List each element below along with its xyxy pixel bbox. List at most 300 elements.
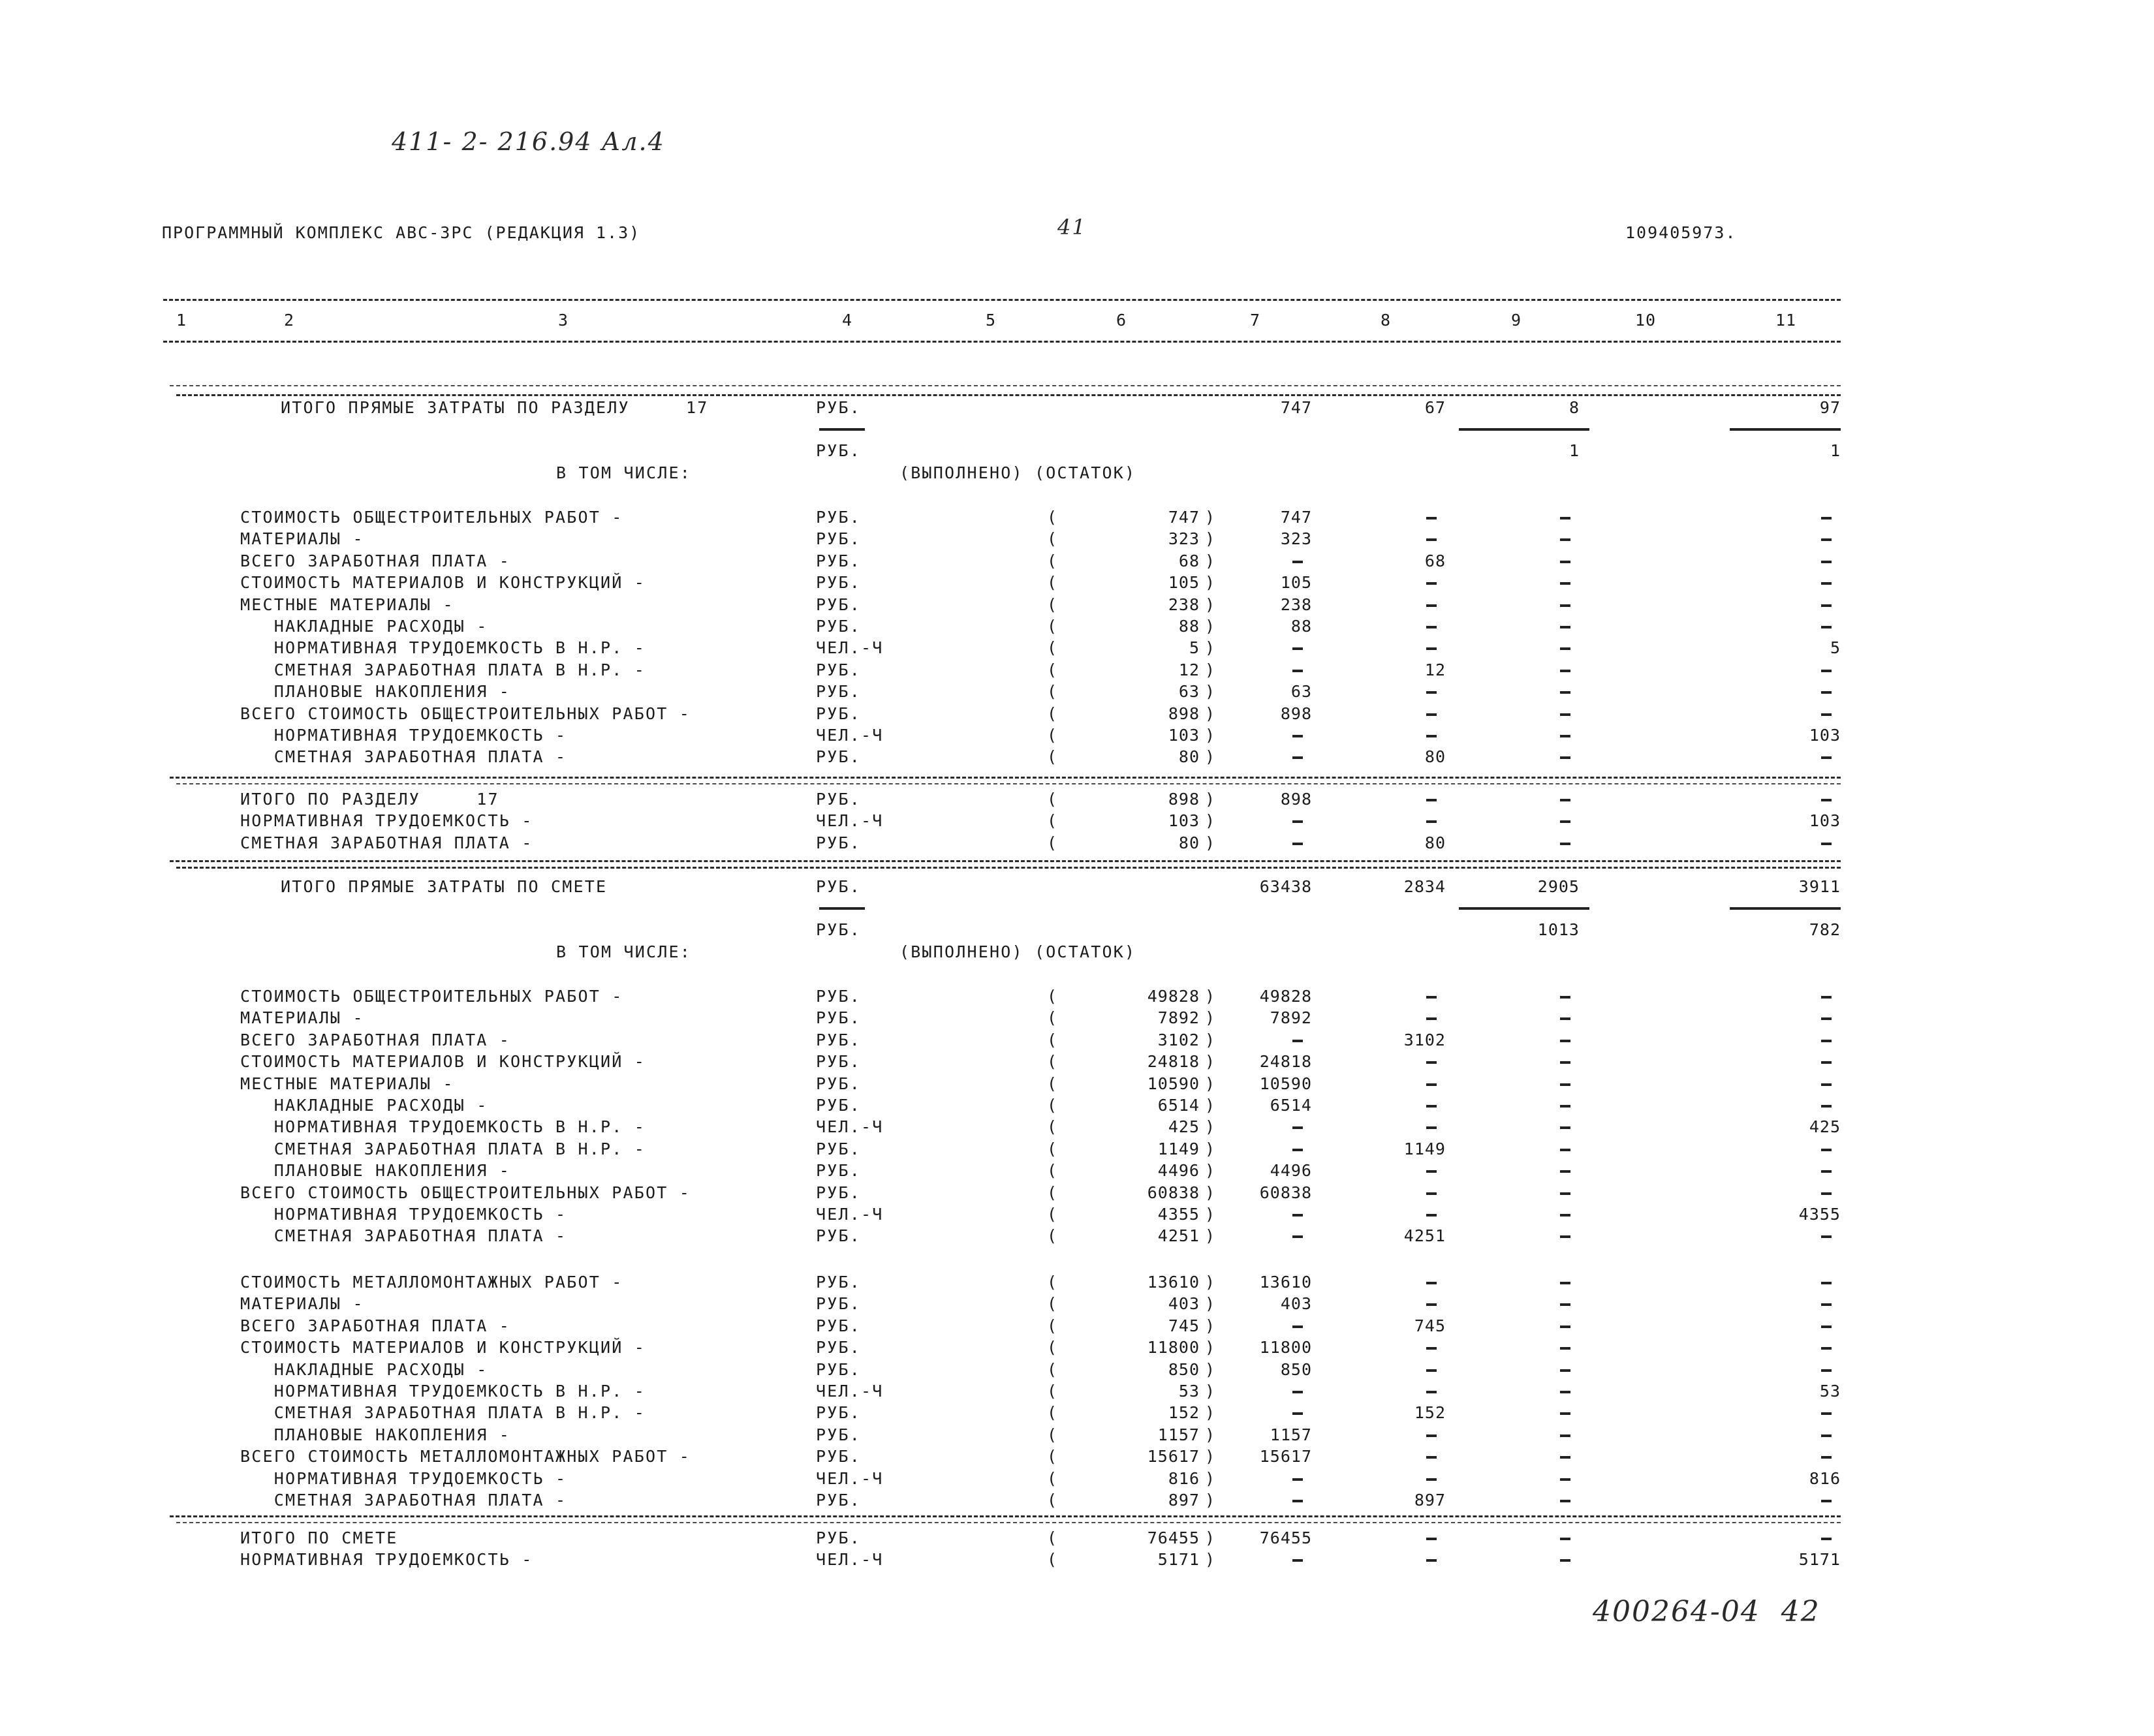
value-done: 5171 (1157, 1550, 1200, 1570)
value-col11: 5 (1830, 638, 1841, 658)
row-label: НОРМАТИВНАЯ ТРУДОЕМКОСТЬ - (240, 1205, 567, 1224)
dash-empty-mark (1821, 1040, 1832, 1042)
value-done: 816 (1168, 1468, 1200, 1488)
dash-empty-mark (1821, 1061, 1832, 1064)
dash-empty-mark (1560, 1303, 1570, 1306)
dash-empty-mark (1821, 582, 1832, 585)
value-done: 88 (1178, 617, 1200, 636)
value-col7: 11800 (1259, 1338, 1312, 1357)
value-done: 103 (1168, 726, 1200, 745)
paren-open: ( (1047, 1183, 1058, 1202)
paren-close: ) (1205, 551, 1216, 570)
underline-unit (819, 428, 865, 431)
paren-close: ) (1205, 660, 1216, 679)
dash-empty-mark (1821, 1105, 1832, 1108)
dash-empty-mark (1560, 1434, 1570, 1437)
column-number-4: 4 (842, 311, 853, 330)
value-done: 4496 (1157, 1161, 1200, 1181)
dash-empty-mark (1821, 626, 1832, 628)
value-done: 24818 (1147, 1052, 1200, 1072)
paren-open: ( (1047, 987, 1058, 1006)
dash-empty-mark (1560, 538, 1570, 541)
row-unit: РУБ. (816, 1273, 862, 1292)
total-col8: 67 (1424, 398, 1446, 417)
row-unit: РУБ. (816, 1074, 862, 1093)
paren-close: ) (1205, 1139, 1216, 1158)
value-done: 6514 (1157, 1096, 1200, 1115)
dash-empty-mark (1426, 1478, 1437, 1481)
value-col8: 3102 (1403, 1030, 1446, 1049)
row-label: ПЛАНОВЫЕ НАКОПЛЕНИЯ - (240, 1425, 511, 1444)
value-col7: 898 (1280, 704, 1312, 723)
dash-empty-mark (1560, 799, 1570, 801)
paren-close: ) (1205, 1117, 1216, 1137)
paren-open: ( (1047, 1468, 1058, 1488)
value-done: 747 (1168, 508, 1200, 527)
dash-empty-mark (1560, 1347, 1570, 1350)
paren-open: ( (1047, 811, 1058, 831)
dash-empty-mark (1560, 1235, 1570, 1238)
dash-empty-mark (1426, 996, 1437, 999)
paren-close: ) (1205, 790, 1216, 809)
dash-empty-mark (1821, 1282, 1832, 1284)
dash-empty-mark (1821, 1456, 1832, 1459)
row-unit: РУБ. (816, 1161, 862, 1181)
underline-col9 (1459, 907, 1589, 910)
value-done: 105 (1168, 573, 1200, 593)
smeta-rule-b (176, 867, 1841, 869)
dash-empty-mark (1821, 843, 1832, 845)
paren-open: ( (1047, 682, 1058, 702)
paren-open: ( (1047, 726, 1058, 745)
row-unit: РУБ. (816, 529, 862, 549)
value-done: 1157 (1157, 1425, 1200, 1444)
row-unit: ЧЕЛ.-Ч (816, 1382, 884, 1401)
dash-empty-mark (1821, 1192, 1832, 1195)
underline-col11 (1730, 428, 1841, 431)
value-col7: 238 (1280, 595, 1312, 614)
header-rule-bottom (163, 341, 1841, 343)
dash-empty-mark (1426, 517, 1437, 519)
dash-empty-mark (1292, 756, 1303, 759)
dash-empty-mark (1821, 1083, 1832, 1086)
value-col7: 76455 (1259, 1528, 1312, 1547)
paren-open: ( (1047, 1447, 1058, 1466)
dash-empty-mark (1560, 1170, 1570, 1173)
value-col7: 105 (1280, 573, 1312, 593)
paren-close: ) (1205, 1273, 1216, 1292)
value-done: 15617 (1147, 1447, 1200, 1466)
dash-empty-mark (1821, 1500, 1832, 1502)
column-number-1: 1 (176, 311, 187, 330)
header-rule-top (163, 299, 1841, 301)
row-unit: ЧЕЛ.-Ч (816, 1117, 884, 1137)
paren-close: ) (1205, 1491, 1216, 1510)
dash-empty-mark (1292, 1500, 1303, 1502)
dash-empty-mark (1560, 1282, 1570, 1284)
value-done: 7892 (1157, 1008, 1200, 1028)
dash-empty-mark (1426, 1083, 1437, 1086)
paren-close: ) (1205, 1226, 1216, 1246)
section17-itogo-rule-a (170, 777, 1841, 779)
value-done: 53 (1178, 1382, 1200, 1401)
paren-close: ) (1205, 1447, 1216, 1466)
dash-empty-mark (1292, 1391, 1303, 1393)
paren-open: ( (1047, 1096, 1058, 1115)
paren-open: ( (1047, 551, 1058, 570)
paren-open: ( (1047, 1052, 1058, 1072)
row-label: СМЕТНАЯ ЗАРАБОТНАЯ ПЛАТА В Н.Р. - (240, 1139, 646, 1158)
dash-empty-mark (1560, 1325, 1570, 1328)
dash-empty-mark (1560, 1456, 1570, 1459)
dash-empty-mark (1426, 1126, 1437, 1129)
paren-open: ( (1047, 1382, 1058, 1401)
paren-open: ( (1047, 1491, 1058, 1510)
dash-empty-mark (1560, 1149, 1570, 1151)
paren-close: ) (1205, 1096, 1216, 1115)
row-label: ВСЕГО СТОИМОСТЬ ОБЩЕСТРОИТЕЛЬНЫХ РАБОТ - (240, 704, 691, 723)
row-label: СМЕТНАЯ ЗАРАБОТНАЯ ПЛАТА - (240, 833, 533, 852)
dash-empty-mark (1426, 647, 1437, 650)
dash-empty-mark (1560, 820, 1570, 823)
dash-empty-mark (1426, 1369, 1437, 1372)
dash-empty-mark (1821, 691, 1832, 694)
sub-unit: РУБ. (816, 441, 862, 460)
dash-empty-mark (1426, 1282, 1437, 1284)
section-rule-start (176, 394, 1841, 396)
sub-col11: 1 (1830, 441, 1841, 460)
dash-empty-mark (1560, 1369, 1570, 1372)
row-unit: РУБ. (816, 1359, 862, 1379)
underline-unit (819, 907, 865, 910)
dash-empty-mark (1560, 1083, 1570, 1086)
value-col7: 403 (1280, 1294, 1312, 1314)
dash-empty-mark (1292, 1149, 1303, 1151)
paren-close: ) (1205, 1294, 1216, 1314)
dash-empty-mark (1560, 1559, 1570, 1562)
dash-empty-mark (1560, 670, 1570, 672)
dash-empty-mark (1821, 1369, 1832, 1372)
dash-empty-mark (1560, 604, 1570, 607)
total-col11: 97 (1819, 398, 1841, 417)
document-code: 109405973. (1625, 223, 1737, 242)
paren-open: ( (1047, 1425, 1058, 1444)
paren-open: ( (1047, 1030, 1058, 1049)
paren-close: ) (1205, 811, 1216, 831)
row-label: ИТОГО ПО РАЗДЕЛУ 17 (240, 790, 499, 809)
dash-empty-mark (1560, 735, 1570, 737)
value-done: 3102 (1157, 1030, 1200, 1049)
smeta-itogo-rule-a (170, 1515, 1841, 1517)
dash-empty-mark (1560, 843, 1570, 845)
dash-empty-mark (1560, 1478, 1570, 1481)
dash-empty-mark (1560, 691, 1570, 694)
row-label: ВСЕГО СТОИМОСТЬ ОБЩЕСТРОИТЕЛЬНЫХ РАБОТ - (240, 1183, 691, 1202)
paren-close: ) (1205, 617, 1216, 636)
row-label: НАКЛАДНЫЕ РАСХОДЫ - (240, 617, 488, 636)
smeta-rule-a (170, 860, 1841, 862)
paren-open: ( (1047, 1205, 1058, 1224)
column-number-11: 11 (1775, 311, 1797, 330)
dash-empty-mark (1821, 1325, 1832, 1328)
value-done: 238 (1168, 595, 1200, 614)
value-col11: 4355 (1798, 1205, 1841, 1224)
paren-close: ) (1205, 1359, 1216, 1379)
dash-empty-mark (1426, 1456, 1437, 1459)
dash-empty-mark (1426, 691, 1437, 694)
value-col7: 88 (1290, 617, 1312, 636)
value-done: 898 (1168, 790, 1200, 809)
handwritten-sheet-number: 400264-04 42 (1593, 1595, 1820, 1628)
column-number-8: 8 (1381, 311, 1392, 330)
total-label: ИТОГО ПРЯМЫЕ ЗАТРАТЫ ПО СМЕТЕ (281, 877, 608, 896)
value-done: 5 (1189, 638, 1200, 658)
row-unit: ЧЕЛ.-Ч (816, 638, 884, 658)
paren-close: ) (1205, 1008, 1216, 1028)
value-col7: 7892 (1270, 1008, 1312, 1028)
row-label: СМЕТНАЯ ЗАРАБОТНАЯ ПЛАТА - (240, 1491, 567, 1510)
page-number: 41 (1057, 215, 1087, 240)
paren-close: ) (1205, 833, 1216, 852)
value-col7: 15617 (1259, 1447, 1312, 1466)
dash-empty-mark (1821, 517, 1832, 519)
row-unit: РУБ. (816, 1294, 862, 1314)
sub-col11: 782 (1809, 920, 1841, 939)
dash-empty-mark (1821, 996, 1832, 999)
dash-empty-mark (1560, 1126, 1570, 1129)
total-unit: РУБ. (816, 398, 862, 417)
dash-empty-mark (1560, 647, 1570, 650)
column-number-3: 3 (558, 311, 569, 330)
value-col7: 850 (1280, 1359, 1312, 1379)
paren-open: ( (1047, 747, 1058, 767)
value-done: 897 (1168, 1491, 1200, 1510)
value-done: 323 (1168, 529, 1200, 549)
row-unit: РУБ. (816, 790, 862, 809)
value-col7: 4496 (1270, 1161, 1312, 1181)
value-done: 152 (1168, 1403, 1200, 1423)
dash-empty-mark (1821, 1434, 1832, 1437)
row-label: МЕСТНЫЕ МАТЕРИАЛЫ - (240, 595, 454, 614)
row-label: СМЕТНАЯ ЗАРАБОТНАЯ ПЛАТА В Н.Р. - (240, 1403, 646, 1423)
row-unit: РУБ. (816, 987, 862, 1006)
dash-empty-mark (1426, 604, 1437, 607)
row-unit: РУБ. (816, 1338, 862, 1357)
dash-empty-mark (1292, 843, 1303, 845)
dash-empty-mark (1426, 1559, 1437, 1562)
row-label: СТОИМОСТЬ ОБЩЕСТРОИТЕЛЬНЫХ РАБОТ - (240, 508, 623, 527)
paren-close: ) (1205, 638, 1216, 658)
row-label: НОРМАТИВНАЯ ТРУДОЕМКОСТЬ - (240, 811, 533, 831)
row-label: ВСЕГО ЗАРАБОТНАЯ ПЛАТА - (240, 1030, 511, 1049)
value-col8: 80 (1424, 747, 1446, 767)
dash-empty-mark (1560, 1412, 1570, 1415)
dash-empty-mark (1426, 582, 1437, 585)
value-col11: 103 (1809, 726, 1841, 745)
dash-empty-mark (1292, 1040, 1303, 1042)
row-unit: РУБ. (816, 1139, 862, 1158)
value-done: 60838 (1147, 1183, 1200, 1202)
paren-open: ( (1047, 1338, 1058, 1357)
total-unit: РУБ. (816, 877, 862, 896)
row-label: СМЕТНАЯ ЗАРАБОТНАЯ ПЛАТА - (240, 1226, 567, 1246)
dash-empty-mark (1426, 626, 1437, 628)
paren-close: ) (1205, 1316, 1216, 1335)
dash-empty-mark (1426, 1192, 1437, 1195)
dash-empty-mark (1560, 582, 1570, 585)
row-label: СТОИМОСТЬ ОБЩЕСТРОИТЕЛЬНЫХ РАБОТ - (240, 987, 623, 1006)
row-label: НОРМАТИВНАЯ ТРУДОЕМКОСТЬ - (240, 1468, 567, 1488)
row-unit: РУБ. (816, 551, 862, 570)
dash-empty-mark (1560, 1040, 1570, 1042)
paren-close: ) (1205, 595, 1216, 614)
dash-empty-mark (1821, 1538, 1832, 1540)
dash-empty-mark (1426, 1061, 1437, 1064)
row-unit: РУБ. (816, 1491, 862, 1510)
paren-close: ) (1205, 682, 1216, 702)
row-unit: РУБ. (816, 1403, 862, 1423)
paren-close: ) (1205, 1030, 1216, 1049)
row-unit: ЧЕЛ.-Ч (816, 726, 884, 745)
paren-close: ) (1205, 1052, 1216, 1072)
paren-close: ) (1205, 1468, 1216, 1488)
value-done: 76455 (1147, 1528, 1200, 1547)
row-unit: РУБ. (816, 833, 862, 852)
row-unit: РУБ. (816, 1183, 862, 1202)
dash-empty-mark (1821, 1412, 1832, 1415)
dash-empty-mark (1560, 1538, 1570, 1540)
paren-close: ) (1205, 1205, 1216, 1224)
value-col7: 1157 (1270, 1425, 1312, 1444)
dash-empty-mark (1292, 561, 1303, 563)
underline-col11 (1730, 907, 1841, 910)
dash-empty-mark (1821, 1235, 1832, 1238)
value-col8: 1149 (1403, 1139, 1446, 1158)
dash-empty-mark (1821, 538, 1832, 541)
row-label: НАКЛАДНЫЕ РАСХОДЫ - (240, 1359, 488, 1379)
value-done: 4251 (1157, 1226, 1200, 1246)
paren-close: ) (1205, 726, 1216, 745)
value-done: 403 (1168, 1294, 1200, 1314)
dash-empty-mark (1292, 735, 1303, 737)
dash-empty-mark (1821, 604, 1832, 607)
dash-empty-mark (1292, 670, 1303, 672)
value-done: 80 (1178, 833, 1200, 852)
row-label: СМЕТНАЯ ЗАРАБОТНАЯ ПЛАТА - (240, 747, 567, 767)
row-label: НОРМАТИВНАЯ ТРУДОЕМКОСТЬ В Н.Р. - (240, 638, 646, 658)
total-col7: 747 (1280, 398, 1312, 417)
value-col8: 12 (1424, 660, 1446, 679)
paren-open: ( (1047, 1226, 1058, 1246)
dash-empty-mark (1560, 1192, 1570, 1195)
value-done: 11800 (1147, 1338, 1200, 1357)
value-col11: 53 (1819, 1382, 1841, 1401)
value-col7: 6514 (1270, 1096, 1312, 1115)
paren-close: ) (1205, 1528, 1216, 1547)
row-label: НОРМАТИВНАЯ ТРУДОЕМКОСТЬ - (240, 726, 567, 745)
column-number-2: 2 (284, 311, 295, 330)
paren-close: ) (1205, 508, 1216, 527)
dash-empty-mark (1560, 1105, 1570, 1108)
dash-empty-mark (1560, 1214, 1570, 1217)
row-unit: РУБ. (816, 595, 862, 614)
value-done: 425 (1168, 1117, 1200, 1137)
paren-open: ( (1047, 573, 1058, 593)
paren-open: ( (1047, 833, 1058, 852)
paren-close: ) (1205, 1403, 1216, 1423)
dash-empty-mark (1426, 1017, 1437, 1020)
row-unit: РУБ. (816, 617, 862, 636)
dash-empty-mark (1560, 626, 1570, 628)
row-label: МАТЕРИАЛЫ - (240, 1008, 364, 1028)
paren-close: ) (1205, 987, 1216, 1006)
value-col8: 68 (1424, 551, 1446, 570)
paren-open: ( (1047, 660, 1058, 679)
row-label: ВСЕГО ЗАРАБОТНАЯ ПЛАТА - (240, 1316, 511, 1335)
handwritten-document-code: 411- 2- 216.94 Ал.4 (392, 127, 665, 156)
paren-open: ( (1047, 1550, 1058, 1570)
row-unit: РУБ. (816, 573, 862, 593)
dash-empty-mark (1560, 996, 1570, 999)
dash-empty-mark (1292, 1412, 1303, 1415)
value-col8: 745 (1414, 1316, 1446, 1335)
row-unit: РУБ. (816, 508, 862, 527)
paren-close: ) (1205, 747, 1216, 767)
dash-empty-mark (1821, 1017, 1832, 1020)
paren-close: ) (1205, 1074, 1216, 1093)
paren-open: ( (1047, 704, 1058, 723)
dash-empty-mark (1821, 1149, 1832, 1151)
row-label: МАТЕРИАЛЫ - (240, 1294, 364, 1314)
row-unit: РУБ. (816, 660, 862, 679)
dash-empty-mark (1560, 517, 1570, 519)
paren-open: ( (1047, 1273, 1058, 1292)
underline-col9 (1459, 428, 1589, 431)
paren-open: ( (1047, 1316, 1058, 1335)
value-done: 1149 (1157, 1139, 1200, 1158)
smeta-itogo-rule-b (176, 1522, 1841, 1523)
value-col8: 897 (1414, 1491, 1446, 1510)
paren-close: ) (1205, 529, 1216, 549)
dash-empty-mark (1426, 1303, 1437, 1306)
dash-empty-mark (1292, 647, 1303, 650)
total-col9: 8 (1569, 398, 1580, 417)
row-label: НАКЛАДНЫЕ РАСХОДЫ - (240, 1096, 488, 1115)
dash-empty-mark (1292, 820, 1303, 823)
value-col7: 60838 (1259, 1183, 1312, 1202)
value-done: 745 (1168, 1316, 1200, 1335)
paren-close: ) (1205, 1382, 1216, 1401)
paren-open: ( (1047, 1294, 1058, 1314)
dash-empty-mark (1560, 1017, 1570, 1020)
value-done: 13610 (1147, 1273, 1200, 1292)
row-label: СТОИМОСТЬ МЕТАЛЛОМОНТАЖНЫХ РАБОТ - (240, 1273, 623, 1292)
including-heading: В ТОМ ЧИСЛЕ: (556, 463, 692, 482)
done-rest-heading: (ВЫПОЛНЕНО) (ОСТАТОК) (899, 942, 1136, 961)
paren-open: ( (1047, 1074, 1058, 1093)
value-col7: 323 (1280, 529, 1312, 549)
value-col7: 49828 (1259, 987, 1312, 1006)
row-label: НОРМАТИВНАЯ ТРУДОЕМКОСТЬ В Н.Р. - (240, 1117, 646, 1137)
dash-empty-mark (1292, 1325, 1303, 1328)
value-col11: 5171 (1798, 1550, 1841, 1570)
dash-empty-mark (1821, 670, 1832, 672)
sub-unit: РУБ. (816, 920, 862, 939)
paren-close: ) (1205, 1550, 1216, 1570)
dash-empty-mark (1292, 1214, 1303, 1217)
dash-empty-mark (1560, 1391, 1570, 1393)
dash-empty-mark (1821, 561, 1832, 563)
